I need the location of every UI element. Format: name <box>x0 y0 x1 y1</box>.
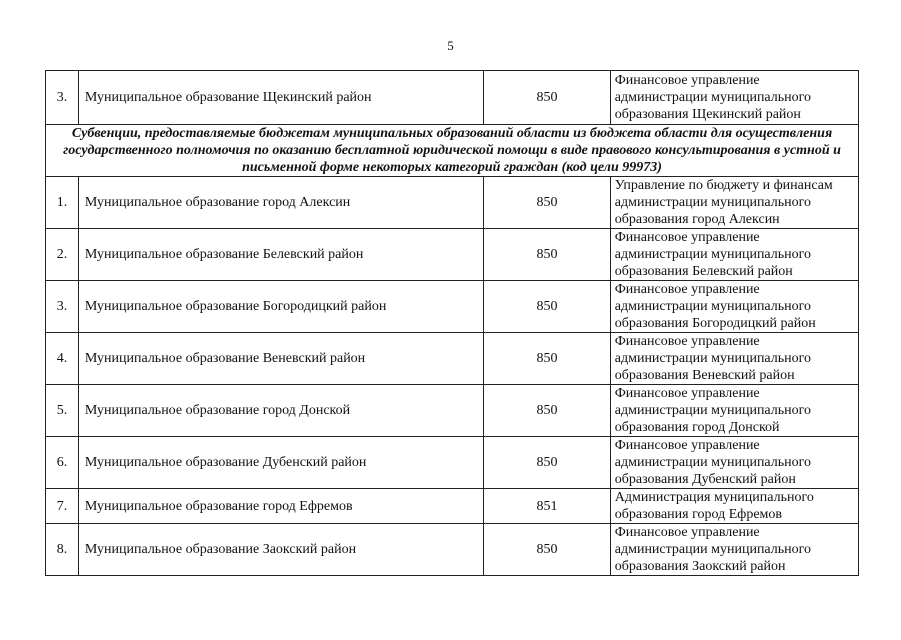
table-row <box>46 71 859 125</box>
administrator-org: Финансовое управление администрации муниципального образования Веневский район <box>610 333 858 385</box>
row-number: 6. <box>46 437 79 489</box>
budget-code: 850 <box>484 385 610 437</box>
section-title: Субвенции, предоставляемые бюджетам муниципальных образований области из бюджета области для осуществления государственного полномочия по оказанию бесплатной юридической помощи в виде правового консультирования в устной и письменной форме некоторых категорий граждан (код цели 99973) <box>46 125 859 177</box>
municipality-name: Муниципальное образование город Ефремов <box>78 489 483 524</box>
municipality-name: Муниципальное образование Богородицкий район <box>78 281 483 333</box>
budget-code: 850 <box>484 177 610 229</box>
budget-code: 851 <box>484 489 610 524</box>
administrator-org: Финансовое управление администрации муниципального образования Богородицкий район <box>610 281 858 333</box>
table-row <box>46 437 859 489</box>
row-number: 3. <box>46 281 79 333</box>
row-number: 5. <box>46 385 79 437</box>
administrator-org: Финансовое управление администрации муниципального образования Щекинский район <box>610 71 858 125</box>
page-number: 5 <box>447 38 454 53</box>
budget-code: 850 <box>484 333 610 385</box>
row-number: 3. <box>46 71 79 125</box>
municipality-name: Муниципальное образование Белевский район <box>78 229 483 281</box>
row-number: 4. <box>46 333 79 385</box>
table-row <box>46 489 859 524</box>
administrator-org: Финансовое управление администрации муниципального образования Дубенский район <box>610 437 858 489</box>
municipality-name: Муниципальное образование Щекинский район <box>78 71 483 125</box>
row-number: 7. <box>46 489 79 524</box>
administrator-org: Управление по бюджету и финансам администрации муниципального образования город Алексин <box>610 177 858 229</box>
row-number: 8. <box>46 524 79 576</box>
budget-code: 850 <box>484 281 610 333</box>
administrator-org: Администрация муниципального образования город Ефремов <box>610 489 858 524</box>
table-row <box>46 229 859 281</box>
table-row <box>46 177 859 229</box>
budget-code: 850 <box>484 524 610 576</box>
municipality-name: Муниципальное образование Заокский район <box>78 524 483 576</box>
administrator-org: Финансовое управление администрации муниципального образования Белевский район <box>610 229 858 281</box>
table-row <box>46 281 859 333</box>
budget-code: 850 <box>484 229 610 281</box>
municipality-name: Муниципальное образование Веневский район <box>78 333 483 385</box>
row-number: 2. <box>46 229 79 281</box>
table-row <box>46 524 859 576</box>
municipality-name: Муниципальное образование Дубенский район <box>78 437 483 489</box>
administrator-org: Финансовое управление администрации муниципального образования город Донской <box>610 385 858 437</box>
municipality-name: Муниципальное образование город Донской <box>78 385 483 437</box>
budget-code: 850 <box>484 437 610 489</box>
municipality-name: Муниципальное образование город Алексин <box>78 177 483 229</box>
administrator-org: Финансовое управление администрации муниципального образования Заокский район <box>610 524 858 576</box>
table-row <box>46 385 859 437</box>
subsidy-table <box>45 70 859 576</box>
row-number: 1. <box>46 177 79 229</box>
budget-code: 850 <box>484 71 610 125</box>
table-row <box>46 333 859 385</box>
section-header-row <box>46 125 859 177</box>
